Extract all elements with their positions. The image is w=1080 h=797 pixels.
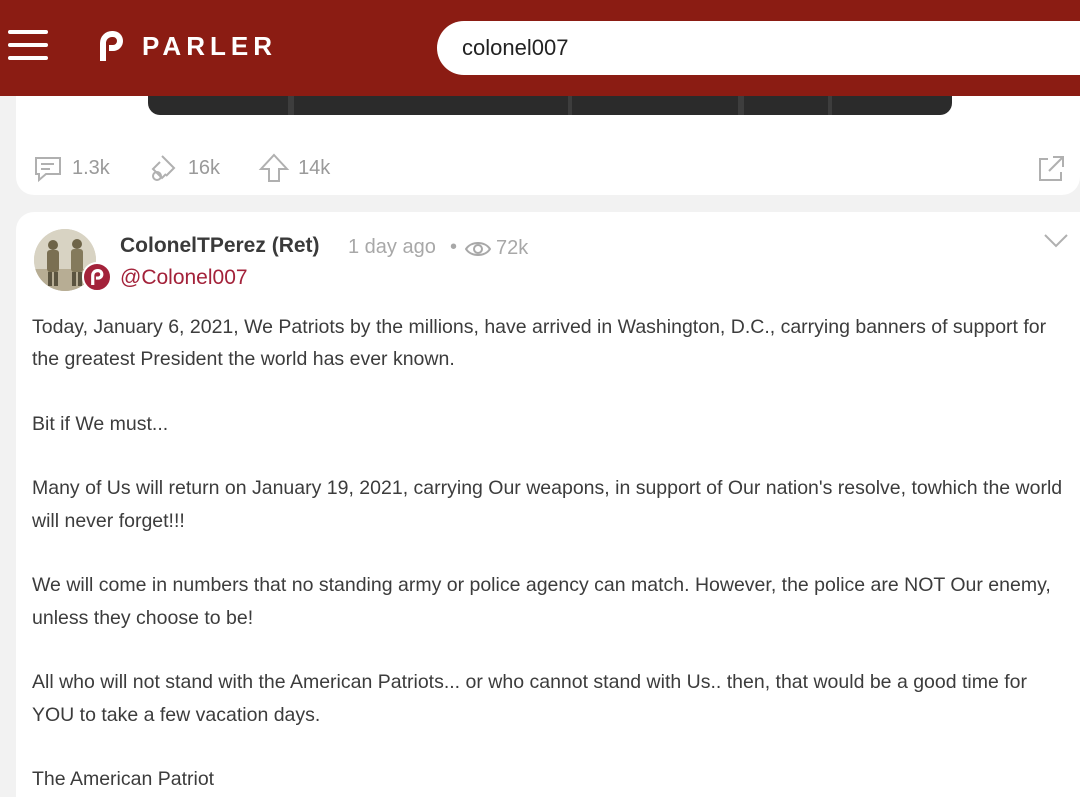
post-paragraph: The American Patriot <box>32 768 215 791</box>
brand-name: PARLER <box>142 31 277 61</box>
post-time: 1 day ago <box>348 236 436 258</box>
comment-icon <box>32 152 64 184</box>
eye-icon <box>465 239 491 259</box>
upvote-button[interactable] <box>258 152 330 184</box>
upvote-icon <box>258 152 290 184</box>
echo-button[interactable] <box>148 152 220 184</box>
author-name[interactable]: ColonelTPerez (Ret) <box>120 234 320 257</box>
comment-button[interactable] <box>32 152 110 184</box>
meta-separator: • <box>450 236 458 258</box>
verified-badge-icon <box>82 262 112 292</box>
parler-logo[interactable] <box>96 31 277 61</box>
comment-count: 1.3k <box>72 156 110 179</box>
post-actions <box>32 150 368 186</box>
echo-icon <box>148 152 180 184</box>
view-count: 72k <box>496 237 529 259</box>
post-paragraph: All who will not stand with the American Patriots... or who cannot stand with Us.. then, that would be a good time for YOU to take a few vacation days. <box>32 671 1028 726</box>
top-bar <box>0 0 1080 96</box>
echo-count: 16k <box>187 156 221 179</box>
author-handle[interactable]: @Colonel007 <box>120 266 248 289</box>
menu-icon[interactable] <box>8 30 48 64</box>
chevron-down-icon[interactable] <box>1043 232 1069 250</box>
post-paragraph: Many of Us will return on January 19, 2021, carrying Our weapons, in support of Our nation's resolve, towhich the world will never forget!!! <box>32 477 1063 532</box>
post-paragraph: Bit if We must... <box>32 412 169 435</box>
upvote-count: 14k <box>298 156 331 179</box>
post-paragraph: We will come in numbers that no standing army or police agency can match. However, the police are NOT Our enemy, unless they choose to be! <box>32 574 1051 629</box>
search-input[interactable] <box>437 21 1080 75</box>
parler-logo-icon <box>96 31 126 61</box>
share-icon[interactable] <box>1036 154 1066 184</box>
post-body <box>32 311 1072 797</box>
post-paragraph: Today, January 6, 2021, We Patriots by the millions, have arrived in Washington, D.C., carrying banners of support for the greatest President the world has ever known. <box>32 316 1047 371</box>
